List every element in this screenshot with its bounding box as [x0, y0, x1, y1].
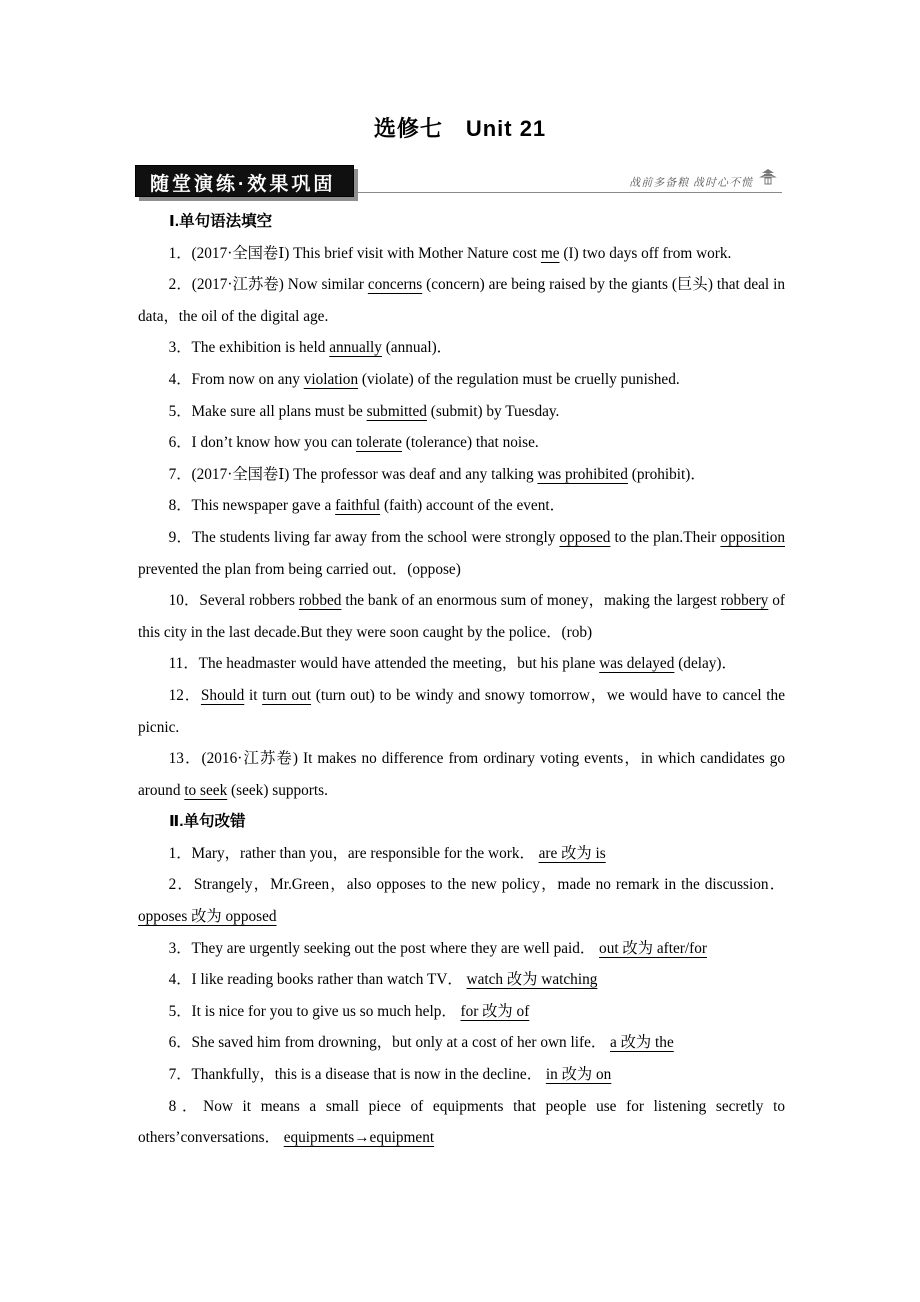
answer-underline: turn out	[262, 686, 312, 704]
text-segment: (faith) account of the event．	[380, 497, 565, 515]
text-segment: 11．The headmaster would have attended the meeting，but his plane	[168, 655, 600, 673]
exercise-item	[138, 459, 785, 491]
exercise-item	[138, 648, 785, 680]
text-segment: (prohibit)．	[627, 465, 706, 483]
text-segment: 13．(2016·江苏卷) It makes no difference from ordinary voting events，in which candidates go around	[138, 750, 785, 799]
text-segment: (violate) of the regulation must be cruelly punished.	[358, 370, 680, 388]
answer-underline: submitted	[366, 402, 427, 420]
pagoda-icon	[758, 169, 778, 190]
exercise-item	[138, 838, 785, 870]
answer-underline: robbed	[298, 592, 342, 610]
text-segment: 9．The students living far away from the school were strongly	[168, 528, 560, 546]
exercise-item	[138, 1027, 785, 1059]
text-segment: 8．This newspaper gave a	[168, 497, 336, 515]
answer-underline: in 改为 on	[545, 1066, 612, 1084]
answer-underline: equipments→equipment	[283, 1129, 435, 1147]
answer-underline: a 改为 the	[610, 1034, 674, 1052]
answer-underline: are 改为 is	[538, 844, 606, 862]
text-segment: it	[244, 686, 263, 704]
exercise-item	[138, 332, 785, 364]
exercise-item	[138, 933, 785, 965]
text-segment: (I) two days off from work.	[559, 244, 732, 262]
section-heading: Ⅱ.单句改错	[169, 813, 246, 831]
slogan-text: 战前多备粮 战时心不慌	[629, 177, 753, 189]
exercise-item	[138, 743, 785, 806]
text-segment: (submit) by Tuesday.	[426, 402, 560, 420]
slogan-area	[354, 165, 782, 193]
text-segment: 7．(2017·全国卷Ⅰ) The professor was deaf and any talking	[168, 465, 538, 483]
text-segment: of this city in the last decade.But they were soon caught by the police．(rob)	[138, 592, 785, 641]
answer-underline: was prohibited	[537, 465, 628, 483]
answer-underline: Should	[200, 686, 245, 704]
answer-underline: watch 改为 watching	[466, 971, 598, 989]
answer-underline: concerns	[367, 276, 423, 294]
answer-underline: for 改为 of	[460, 1002, 530, 1020]
text-segment: 2．Strangely，Mr.Green，also opposes to the new policy，made no remark in the discussion．	[168, 876, 785, 894]
text-segment: (seek) supports.	[227, 781, 328, 799]
text-segment: 3．The exhibition is held	[168, 339, 330, 357]
answer-underline: was delayed	[599, 655, 675, 673]
answer-underline: opposed	[559, 528, 611, 546]
text-segment: to the plan.Their	[610, 528, 721, 546]
text-segment: 8．Now it means a small piece of equipments that people use for listening secretly to others’conversations．	[138, 1097, 785, 1147]
section-banner-row	[135, 165, 782, 197]
answer-underline: opposition	[720, 528, 786, 546]
answer-underline: opposes 改为 opposed	[138, 908, 277, 926]
section-heading: Ⅰ.单句语法填空	[169, 213, 273, 230]
text-segment: 4．I like reading books rather than watch TV．	[168, 971, 467, 989]
exercise-item	[138, 964, 785, 996]
text-segment: 3．They are urgently seeking out the post where they are well paid．	[168, 939, 600, 957]
text-segment: 5．It is nice for you to give us so much help．	[168, 1002, 461, 1020]
exercise-item	[138, 680, 785, 743]
text-segment: prevented the plan from being carried out．(oppose)	[138, 560, 461, 578]
answer-underline: robbery	[720, 592, 769, 610]
exercise-item	[138, 396, 785, 428]
exercise-item	[138, 996, 785, 1028]
section-banner: 随堂演练·效果巩固	[135, 165, 354, 197]
text-segment: (concern) are being raised by the giants (巨头) that deal in data，the oil of the digital age.	[138, 276, 785, 325]
exercise-item	[138, 269, 785, 332]
text-segment: the bank of an enormous sum of money，making the largest	[341, 592, 721, 610]
page-title: 选修七 Unit 21	[373, 116, 547, 141]
answer-underline: me	[540, 244, 560, 262]
answer-underline: out 改为 after/for	[599, 939, 707, 957]
text-segment: 6．She saved him from drowning，but only at a cost of her own life．	[168, 1034, 611, 1052]
exercise-item	[138, 1091, 785, 1154]
exercise-item	[138, 490, 785, 522]
exercise-item	[138, 522, 785, 585]
text-segment: 4．From now on any	[168, 370, 304, 388]
exercise-item	[138, 1059, 785, 1091]
answer-underline: annually	[329, 339, 382, 357]
answer-underline: faithful	[335, 497, 381, 515]
text-segment: (tolerance) that noise.	[401, 434, 539, 452]
text-segment: (turn out) to be windy and snowy tomorrow，we would have to cancel the picnic.	[138, 686, 785, 736]
exercise-item	[138, 585, 785, 648]
answer-underline: tolerate	[356, 434, 402, 452]
text-segment: 12．	[168, 686, 201, 704]
content	[138, 206, 785, 1154]
exercise-item	[138, 427, 785, 459]
text-segment: 7．Thankfully，this is a disease that is now in the decline．	[168, 1066, 546, 1084]
exercise-item	[138, 238, 785, 270]
answer-underline: violation	[303, 370, 359, 388]
text-segment: (annual)．	[381, 339, 452, 357]
text-segment: 1．Mary，rather than you，are responsible for the work．	[168, 844, 539, 862]
text-segment: 2．(2017·江苏卷) Now similar	[168, 276, 368, 294]
text-segment: (delay)．	[674, 655, 737, 673]
text-segment: 5．Make sure all plans must be	[168, 402, 367, 420]
answer-underline: to seek	[184, 781, 228, 799]
text-segment: 1．(2017·全国卷Ⅰ) This brief visit with Mother Nature cost	[168, 244, 541, 262]
exercise-item	[138, 869, 785, 932]
exercise-item	[138, 364, 785, 396]
text-segment: 10．Several robbers	[168, 592, 299, 610]
text-segment: 6．I don’t know how you can	[168, 434, 357, 452]
